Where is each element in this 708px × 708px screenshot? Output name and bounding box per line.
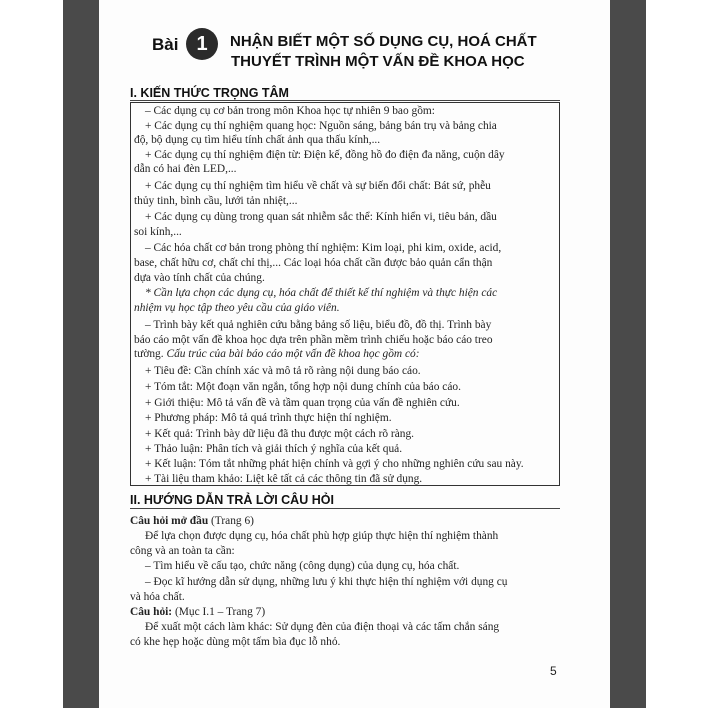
knowledge-line: báo cáo một vấn đề khoa học dựa trên phần mềm trình chiếu hoặc báo cáo treo <box>134 334 493 346</box>
answer-line: có khe hẹp hoặc dùng một tấm bìa đục lỗ nhỏ. <box>130 636 341 648</box>
knowledge-line: – Các hóa chất cơ bản trong phòng thí nghiệm: Kim loại, phi kim, oxide, acid, <box>145 242 502 254</box>
report-item: + Thảo luận: Phân tích và giải thích ý nghĩa của kết quả. <box>145 443 403 455</box>
knowledge-line: soi kính,... <box>134 226 182 238</box>
report-item: + Phương pháp: Mô tả quá trình thực hiện thí nghiệm. <box>145 412 392 424</box>
knowledge-line: base, chất hữu cơ, chất chỉ thị,... Các loại hóa chất cần được bảo quản cẩn thận <box>134 257 493 269</box>
knowledge-line: dẫn có hai đèn LED,... <box>134 163 237 175</box>
report-item: + Giới thiệu: Mô tả vấn đề và tầm quan trọng của vấn đề nghiên cứu. <box>145 397 460 409</box>
section-1-rule <box>130 100 560 101</box>
right-border-shadow <box>610 0 646 708</box>
knowledge-line: thủy tinh, bình cầu, lưới tản nhiệt,... <box>134 195 298 207</box>
knowledge-line-italic: * Cần lựa chọn các dụng cụ, hóa chất để thiết kế thí nghiệm và thực hiện các <box>145 287 498 299</box>
report-item: + Tiêu đề: Cần chính xác và mô tả rõ ràng nội dung báo cáo. <box>145 365 421 377</box>
knowledge-line: dựa vào tính chất của chúng. <box>134 272 265 284</box>
question-label: Câu hỏi mở đầu <box>130 515 209 527</box>
lesson-word: Bài <box>152 35 179 54</box>
question-ref: (Trang 6) <box>211 515 254 527</box>
knowledge-line: + Các dụng cụ thí nghiệm điện từ: Điện kế, đồng hồ đo điện đa năng, cuộn dây <box>145 149 505 161</box>
knowledge-line: – Các dụng cụ cơ bản trong môn Khoa học tự nhiên 9 bao gồm: <box>145 105 435 117</box>
report-item: + Tóm tắt: Một đoạn văn ngắn, tổng hợp nội dung chính của báo cáo. <box>145 381 461 393</box>
answer-line: công và an toàn ta cần: <box>130 545 235 557</box>
knowledge-line: – Trình bày kết quả nghiên cứu bằng bảng số liệu, biểu đồ, đồ thị. Trình bày <box>145 319 492 331</box>
knowledge-line: + Các dụng cụ thí nghiệm tìm hiểu về chất và sự biến đổi chất: Bát sứ, phễu <box>145 180 491 192</box>
lesson-title <box>230 32 560 72</box>
left-border-shadow <box>63 0 99 708</box>
question-ref: (Mục I.1 – Trang 7) <box>174 606 266 618</box>
knowledge-line: + Các dụng cụ dùng trong quan sát nhiễm sắc thể: Kính hiển vi, tiêu bản, dầu <box>145 211 497 223</box>
knowledge-line: + Các dụng cụ thí nghiệm quang học: Nguồn sáng, bảng bán trụ và bảng chia <box>145 120 497 132</box>
answer-line: và hóa chất. <box>130 591 185 603</box>
report-item: + Tài liệu tham khảo: Liệt kê tất cả các thông tin đã sử dụng. <box>145 473 423 485</box>
lesson-number-badge: 1 <box>186 28 218 60</box>
report-item: + Kết quả: Trình bày dữ liệu đã thu được một cách rõ ràng. <box>145 428 415 440</box>
section-2-rule <box>130 508 560 509</box>
answer-line: Để xuất một cách làm khác: Sử dụng đèn của điện thoại và các tấm chắn sáng <box>145 621 500 633</box>
lesson-title-line-1: NHẬN BIẾT MỘT SỐ DỤNG CỤ, HOÁ CHẤT <box>230 33 537 50</box>
section-2-heading: II. HƯỚNG DẪN TRẢ LỜI CÂU HỎI <box>130 493 334 507</box>
answer-line: – Đọc kĩ hướng dẫn sử dụng, những lưu ý khi thực hiện thí nghiệm với dụng cụ <box>145 576 508 588</box>
page-number: 5 <box>550 664 557 678</box>
report-item: + Kết luận: Tóm tắt những phát hiện chính và gợi ý cho những nghiên cứu sau này. <box>145 458 524 470</box>
knowledge-line-italic: nhiệm vụ học tập theo yêu cầu của giáo viên. <box>134 302 340 314</box>
section-1-heading: I. KIẾN THỨC TRỌNG TÂM <box>130 86 289 100</box>
question-heading <box>130 605 265 619</box>
report-structure-intro: Cấu trúc của bài báo cáo một vấn đề khoa học gồm có: <box>166 348 420 360</box>
answer-line: Để lựa chọn được dụng cụ, hóa chất phù hợp giúp thực hiện thí nghiệm thành <box>145 530 499 542</box>
knowledge-line: độ, bộ dụng cụ tìm hiểu tính chất ảnh qua thấu kính,... <box>134 134 381 146</box>
knowledge-line-start: tường. <box>134 348 164 360</box>
lesson-title-line-2: THUYẾT TRÌNH MỘT VẤN ĐỀ KHOA HỌC <box>231 53 525 70</box>
knowledge-line <box>134 347 420 361</box>
answer-line: – Tìm hiểu về cấu tạo, chức năng (công dụng) của dụng cụ, hóa chất. <box>145 560 460 572</box>
question-heading <box>130 514 254 528</box>
question-label: Câu hỏi: <box>130 606 173 618</box>
